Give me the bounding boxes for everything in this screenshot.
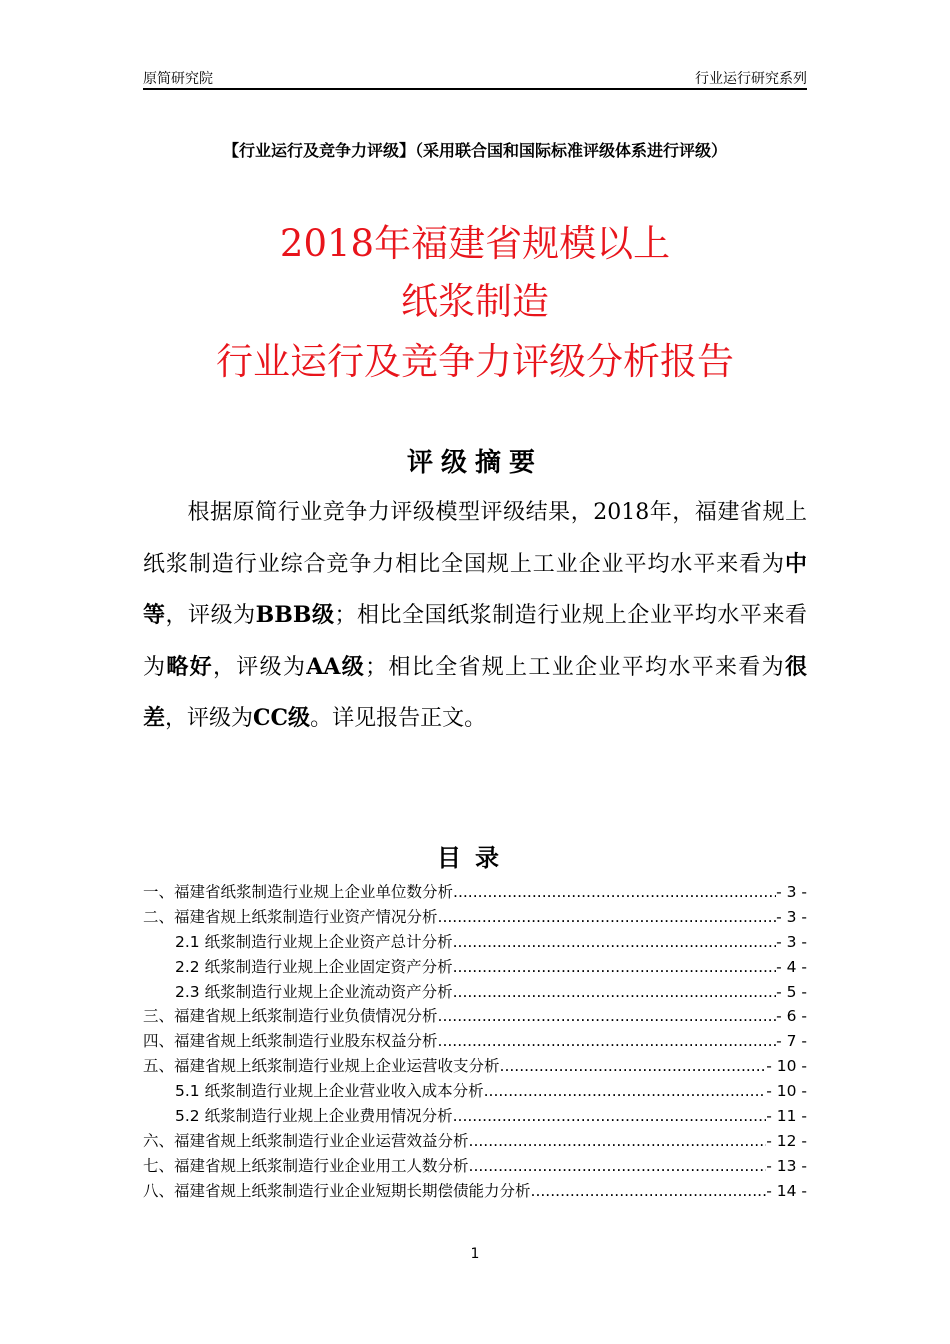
toc-entry-label: 2.3 纸浆制造行业规上企业流动资产分析 <box>175 982 453 1001</box>
toc-heading: 目录 <box>437 844 513 872</box>
toc-entry-page: - 12 - <box>766 1131 807 1150</box>
toc-entry-label: 二、福建省规上纸浆制造行业资产情况分析 <box>143 907 438 926</box>
toc-leader-dots <box>500 1054 767 1079</box>
summary-text: ，评级为 <box>212 654 307 680</box>
report-title-line-2: 纸浆制造 <box>401 280 549 323</box>
toc-entry-page: - 5 - <box>776 982 807 1001</box>
toc-entry-page: - 3 - <box>776 932 807 951</box>
toc-entry[interactable] <box>143 880 807 905</box>
table-of-contents <box>143 880 807 1204</box>
toc-entry-label: 七、福建省规上纸浆制造行业企业用工人数分析 <box>143 1156 469 1175</box>
report-title-line-1: 2018年福建省规模以上 <box>279 222 671 265</box>
toc-entry[interactable] <box>143 1004 807 1029</box>
toc-entry-label: 三、福建省规上纸浆制造行业负债情况分析 <box>143 1007 438 1026</box>
toc-entry-label: 五、福建省规上纸浆制造行业规上企业运营收支分析 <box>143 1057 500 1076</box>
toc-leader-dots <box>469 1129 767 1154</box>
toc-entry-page: - 10 - <box>766 1082 807 1101</box>
toc-entry[interactable] <box>143 905 807 930</box>
report-title-line-3: 行业运行及竞争力评级分析报告 <box>216 340 734 383</box>
summary-heading: 评级摘要 <box>406 448 543 478</box>
toc-subentry[interactable] <box>143 930 807 955</box>
header-series: 行业运行研究系列 <box>695 71 807 87</box>
toc-entry-page: - 3 - <box>776 907 807 926</box>
toc-entry-page: - 6 - <box>776 1007 807 1026</box>
report-subtitle: 【行业运行及竞争力评级】（采用联合国和国际标准评级体系进行评级） <box>222 141 727 160</box>
toc-entry-page: - 14 - <box>766 1181 807 1200</box>
toc-leader-dots <box>438 1029 777 1054</box>
rating-national-sector-level: 略好 <box>166 653 213 680</box>
toc-entry-label: 5.2 纸浆制造行业规上企业费用情况分析 <box>175 1107 453 1126</box>
toc-entry-page: - 11 - <box>766 1107 807 1126</box>
summary-text: 。详见报告正文。 <box>310 706 487 731</box>
page-number: 1 <box>470 1246 480 1262</box>
toc-entry-label: 一、福建省纸浆制造行业规上企业单位数分析 <box>143 883 454 901</box>
toc-leader-dots <box>438 1004 777 1029</box>
toc-entry-label: 2.1 纸浆制造行业规上企业资产总计分析 <box>175 932 453 951</box>
toc-leader-dots <box>453 930 777 955</box>
page-header <box>143 66 807 90</box>
toc-leader-dots <box>484 1079 767 1104</box>
rating-province-level: 很差 <box>143 653 807 731</box>
toc-leader-dots <box>453 880 776 905</box>
toc-subentry[interactable] <box>143 1079 807 1104</box>
summary-text: ；相比全国纸浆制造行业规上企业平均水平来看为 <box>143 603 807 680</box>
toc-entry-page: - 4 - <box>776 957 807 976</box>
summary-text: 根据原简行业竞争力评级模型评级结果，2018年，福建省规上纸浆制造行业综合竞争力相比全国规上工业企业平均水平来看为 <box>143 500 807 577</box>
toc-leader-dots <box>438 905 777 930</box>
rating-national-industry-grade: BBB级 <box>255 602 335 628</box>
rating-national-sector-grade: AA级 <box>306 653 366 680</box>
summary-text: ，评级为 <box>165 706 254 731</box>
toc-entry-label: 六、福建省规上纸浆制造行业企业运营效益分析 <box>143 1131 469 1150</box>
summary-text: ；相比全省规上工业企业平均水平来看为 <box>365 654 785 680</box>
toc-entry-label: 5.1 纸浆制造行业规上企业营业收入成本分析 <box>175 1082 484 1101</box>
rating-national-industry-level: 中等 <box>143 550 807 628</box>
summary-text: ，评级为 <box>165 603 256 628</box>
toc-subentry[interactable] <box>143 980 807 1005</box>
toc-subentry[interactable] <box>143 1104 807 1129</box>
summary-paragraph <box>143 488 807 745</box>
header-organization: 原简研究院 <box>143 71 213 87</box>
toc-leader-dots <box>453 955 777 980</box>
toc-entry[interactable] <box>143 1129 807 1154</box>
toc-leader-dots <box>469 1154 767 1179</box>
toc-entry[interactable] <box>143 1054 807 1079</box>
toc-leader-dots <box>453 980 777 1005</box>
toc-subentry[interactable] <box>143 955 807 980</box>
toc-leader-dots <box>453 1104 767 1129</box>
toc-entry[interactable] <box>143 1029 807 1054</box>
toc-entry-page: - 7 - <box>776 1032 807 1051</box>
rating-province-grade: CC级 <box>253 705 311 731</box>
toc-entry-page: - 13 - <box>766 1156 807 1175</box>
toc-entry-page: - 10 - <box>766 1057 807 1076</box>
toc-entry[interactable] <box>143 1154 807 1179</box>
toc-leader-dots <box>531 1179 767 1204</box>
toc-entry-label: 四、福建省规上纸浆制造行业股东权益分析 <box>143 1032 438 1051</box>
toc-entry[interactable] <box>143 1179 807 1204</box>
toc-entry-label: 八、福建省规上纸浆制造行业企业短期长期偿债能力分析 <box>143 1181 531 1200</box>
toc-entry-page: - 3 - <box>776 883 807 901</box>
toc-entry-label: 2.2 纸浆制造行业规上企业固定资产分析 <box>175 957 453 976</box>
